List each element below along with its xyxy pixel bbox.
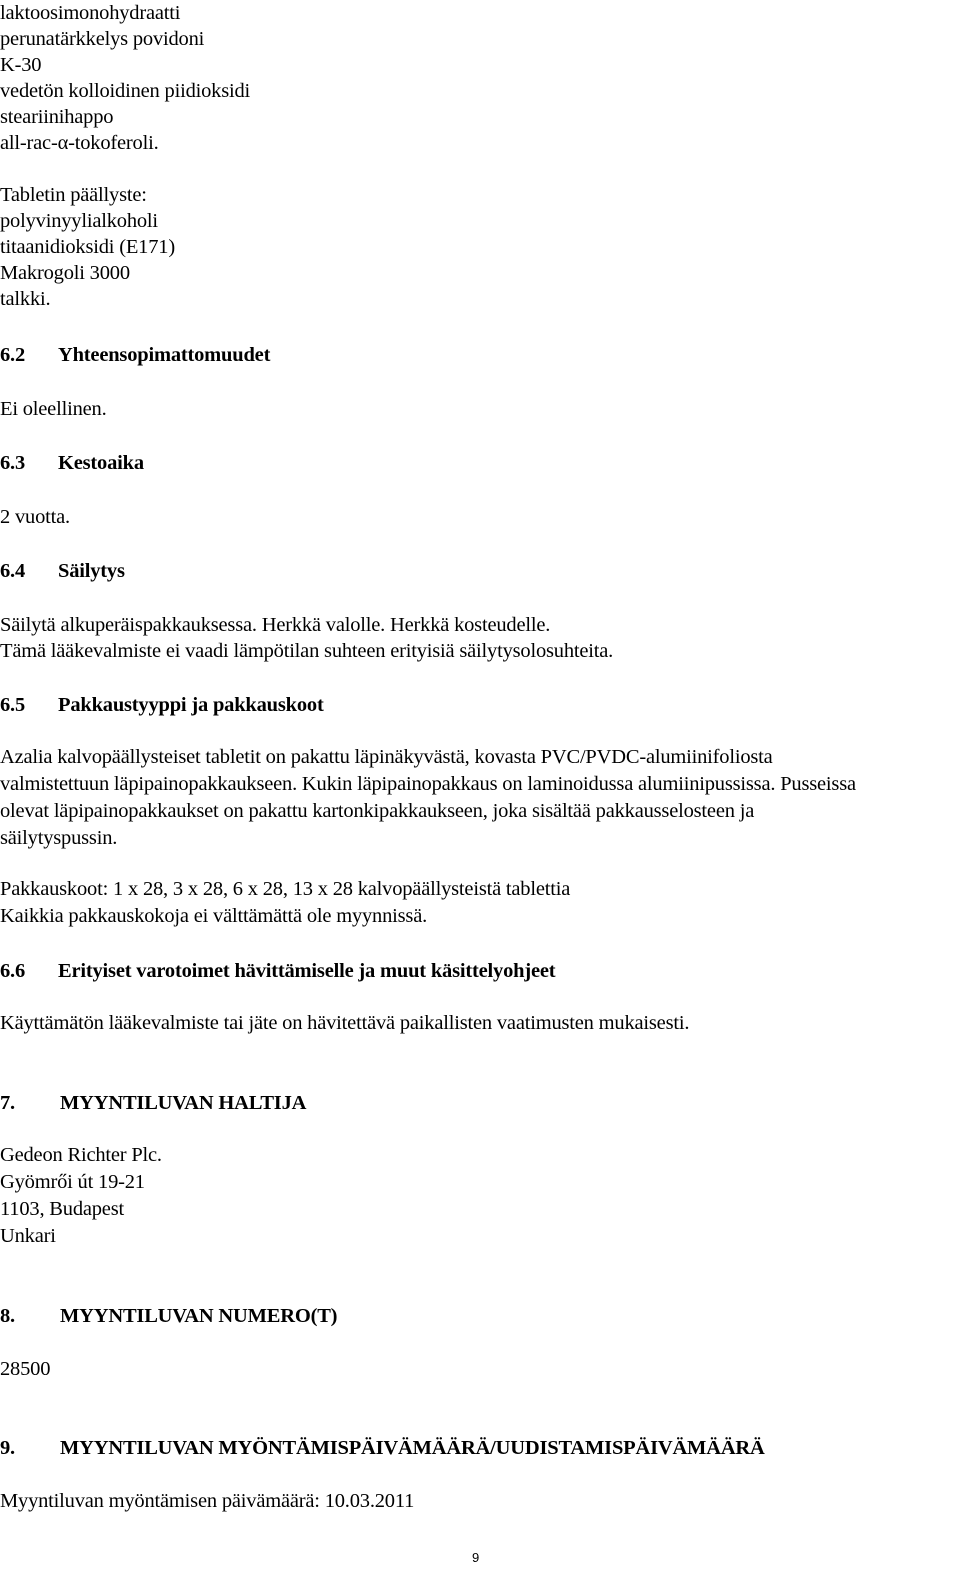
section-heading-9 xyxy=(0,1435,765,1461)
section-heading-6-3 xyxy=(0,450,144,476)
section-heading-6-6 xyxy=(0,958,555,984)
section-text: Myyntiluvan myöntämisen päivämäärä: 10.03.2011 xyxy=(0,1490,415,1512)
address-line: Unkari xyxy=(0,1225,56,1247)
section-title: Yhteensopimattomuudet xyxy=(58,344,271,366)
section-number: 9. xyxy=(0,1437,15,1459)
section-text: 28500 xyxy=(0,1358,51,1380)
section-text: Pakkauskoot: 1 x 28, 3 x 28, 6 x 28, 13 x 28 kalvopäällysteistä tablettia xyxy=(0,878,571,900)
section-heading-8 xyxy=(0,1303,337,1329)
section-number: 6.6 xyxy=(0,960,26,982)
section-title: Erityiset varotoimet hävittämiselle ja muut käsittelyohjeet xyxy=(58,960,556,982)
section-heading-6-4 xyxy=(0,558,125,584)
section-title: Pakkaustyyppi ja pakkauskoot xyxy=(58,694,324,716)
section-text: Azalia kalvopäällysteiset tabletit on pakattu läpinäkyvästä, kovasta PVC/PVDC-alumiinifoliosta xyxy=(0,746,773,768)
ingredient-line: steariinihappo xyxy=(0,106,114,128)
ingredient-line: all-rac-α-tokoferoli. xyxy=(0,132,159,154)
ingredient-line: Makrogoli 3000 xyxy=(0,262,130,284)
ingredient-line: talkki. xyxy=(0,288,51,310)
section-text: Ei oleellinen. xyxy=(0,398,107,420)
ingredient-line: laktoosimonohydraatti xyxy=(0,2,181,24)
section-heading-6-2 xyxy=(0,342,270,368)
section-number: 6.2 xyxy=(0,344,26,366)
address-line: 1103, Budapest xyxy=(0,1198,124,1220)
section-text: Säilytä alkuperäispakkauksessa. Herkkä valolle. Herkkä kosteudelle. xyxy=(0,614,551,636)
section-number: 7. xyxy=(0,1092,15,1114)
section-title: Säilytys xyxy=(58,560,125,582)
section-number: 6.3 xyxy=(0,452,26,474)
ingredient-line: titaanidioksidi (E171) xyxy=(0,236,175,258)
address-line: Gedeon Richter Plc. xyxy=(0,1144,162,1166)
section-text: Tämä lääkevalmiste ei vaadi lämpötilan suhteen erityisiä säilytysolosuhteita. xyxy=(0,640,614,662)
section-text: Kaikkia pakkauskokoja ei välttämättä ole myynnissä. xyxy=(0,905,428,927)
section-text: valmistettuun läpipainopakkaukseen. Kukin läpipainopakkaus on laminoidussa alumiinipussissa. Pusseissa xyxy=(0,773,856,795)
section-heading-7 xyxy=(0,1090,306,1116)
section-title: Kestoaika xyxy=(58,452,144,474)
section-text: olevat läpipainopakkaukset on pakattu kartonkipakkaukseen, joka sisältää pakkausselosteen ja xyxy=(0,800,755,822)
section-number: 6.5 xyxy=(0,694,26,716)
section-number: 6.4 xyxy=(0,560,26,582)
address-line: Gyömrői út 19-21 xyxy=(0,1171,145,1193)
page-number: 9 xyxy=(472,1550,480,1565)
section-title: MYYNTILUVAN NUMERO(T) xyxy=(60,1305,338,1327)
section-heading-6-5 xyxy=(0,692,324,718)
section-title: MYYNTILUVAN HALTIJA xyxy=(60,1092,307,1114)
ingredient-line: perunatärkkelys povidoni xyxy=(0,28,205,50)
section-text: säilytyspussin. xyxy=(0,827,118,849)
section-text: Käyttämätön lääkevalmiste tai jäte on hävitettävä paikallisten vaatimusten mukaisesti. xyxy=(0,1012,690,1034)
section-text: 2 vuotta. xyxy=(0,506,70,528)
ingredient-line: vedetön kolloidinen piidioksidi xyxy=(0,80,251,102)
section-title: MYYNTILUVAN MYÖNTÄMISPÄIVÄMÄÄRÄ/UUDISTAMISPÄIVÄMÄÄRÄ xyxy=(60,1437,765,1459)
coating-heading: Tabletin päällyste: xyxy=(0,184,147,206)
ingredient-line: polyvinyylialkoholi xyxy=(0,210,158,232)
ingredient-line: K-30 xyxy=(0,54,42,76)
section-number: 8. xyxy=(0,1305,15,1327)
